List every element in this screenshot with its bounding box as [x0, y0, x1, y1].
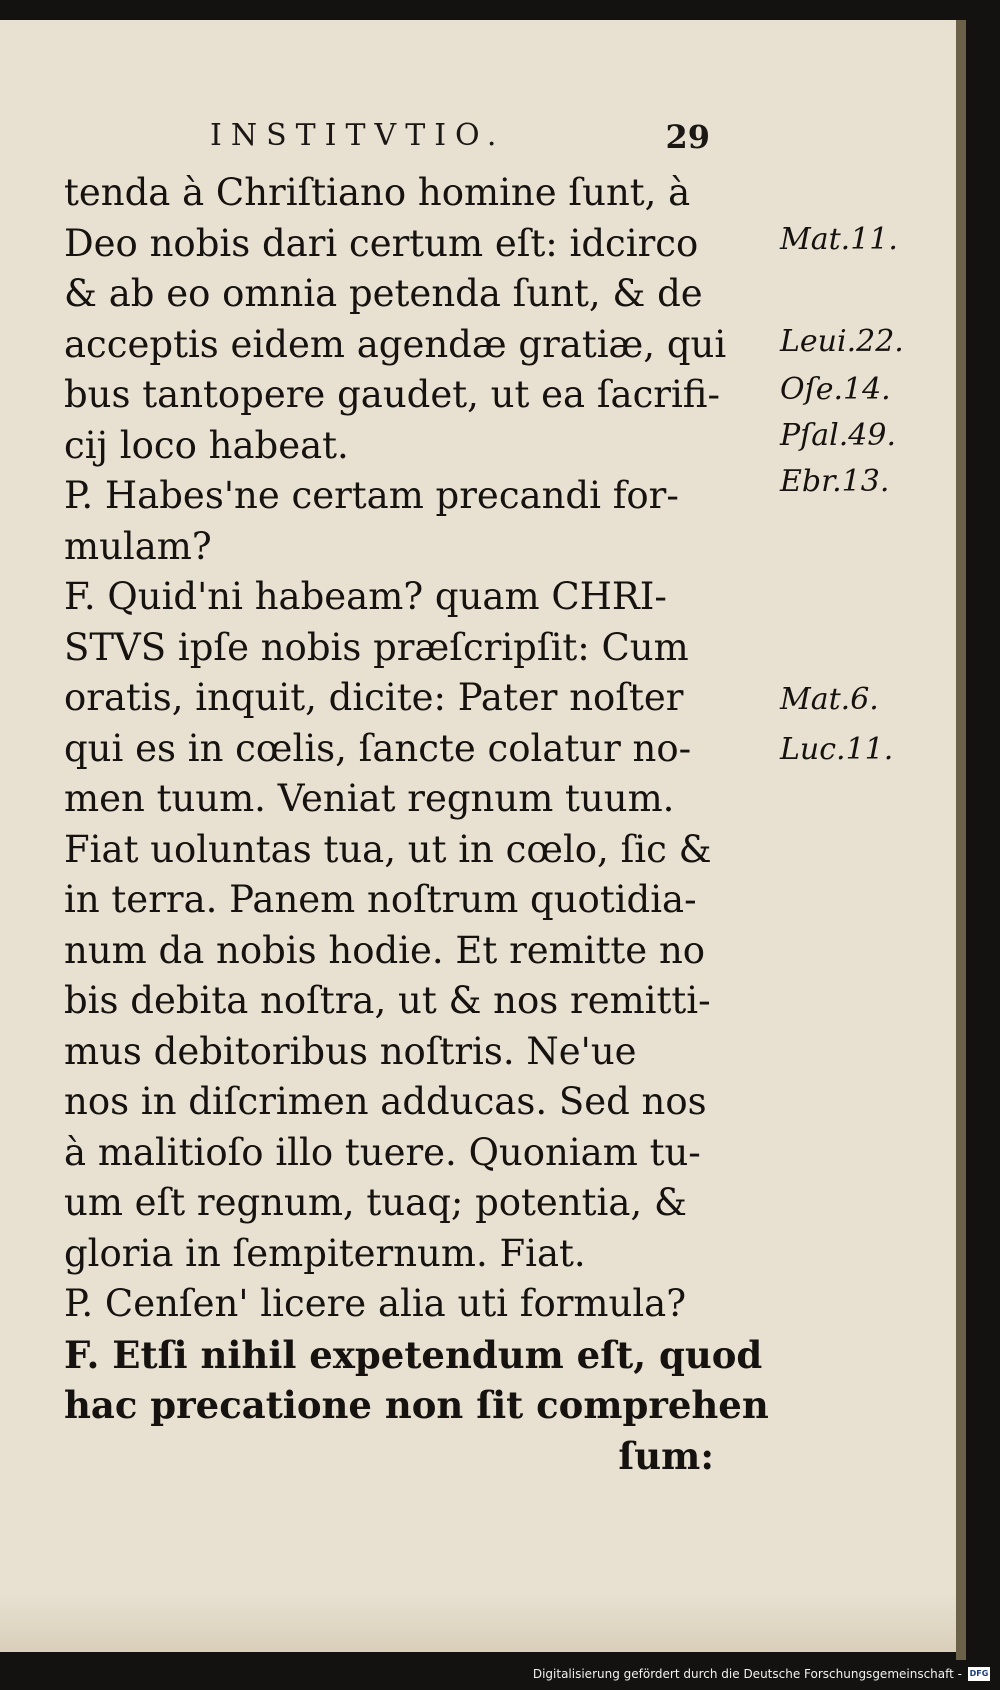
text-line: hac precatione non ſit comprehen [64, 1383, 769, 1427]
margin-note: Pſal.49. [780, 418, 897, 453]
margin-note: Mat.11. [780, 222, 898, 257]
digitization-footer [533, 1664, 990, 1684]
text-line: mus debitoribus noſtris. Ne'ue [64, 1029, 637, 1073]
running-title: INSTITVTIO. [210, 118, 506, 153]
page-number: 29 [665, 118, 710, 156]
text-line: P. Cenſen' licere alia uti formula? [64, 1282, 687, 1325]
margin-note: Oſe.14. [780, 372, 891, 407]
text-line: men tuum. Veniat regnum tuum. [64, 777, 675, 820]
text-line: & ab eo omnia petenda ſunt, & de [64, 272, 703, 315]
text-line: in terra. Panem noſtrum quotidia- [64, 878, 697, 921]
main-text-column [64, 168, 904, 1481]
dfg-logo: DFG [968, 1667, 990, 1681]
footer-credit: Digitalisierung gefördert durch die Deutsche Forschungsgemeinschaft - [532, 1667, 962, 1681]
text-line: F. Etſi nihil expetendum eſt, quod [64, 1332, 763, 1377]
text-line: Deo nobis dari certum eſt: idcirco [64, 221, 699, 265]
text-line: qui es in cœlis, ſancte colatur no- [64, 726, 692, 770]
text-line: STVS ipſe nobis præſcripſit: Cum [64, 625, 689, 669]
page-edge [956, 20, 966, 1660]
text-line: P. Habes'ne certam precandi for- [64, 474, 679, 517]
text-line: oratis, inquit, dicite: Pater noſter [64, 676, 684, 719]
running-header [210, 118, 710, 162]
text-line: gloria in ſempiternum. Fiat. [64, 1231, 586, 1275]
text-line: acceptis eidem agendæ gratiæ, qui [64, 322, 727, 366]
text-line: bis debita noſtra, ut & nos remitti- [64, 979, 711, 1022]
margin-note: Mat.6. [780, 682, 879, 717]
margin-note: Leui.22. [780, 324, 904, 359]
margin-note: Ebr.13. [780, 464, 890, 499]
text-line: um eſt regnum, tuaq; potentia, & [64, 1181, 687, 1224]
text-line: Fiat uoluntas tua, ut in cœlo, ſic & [64, 827, 712, 871]
text-line: cij loco habeat. [64, 423, 349, 467]
text-line: F. Quid'ni habeam? quam CHRI- [64, 575, 667, 618]
text-line: à malitioſo illo tuere. Quoniam tu- [64, 1130, 701, 1174]
catchword: ſum: [618, 1433, 714, 1478]
text-line: num da nobis hodie. Et remitte no [64, 928, 706, 972]
text-line: nos in diſcrimen adducas. Sed nos [64, 1080, 707, 1123]
text-line: bus tantopere gaudet, ut ea ſacrifi- [64, 373, 720, 416]
text-line: mulam? [64, 524, 212, 568]
text-line: tenda à Chriſtiano homine ſunt, à [64, 171, 691, 214]
margin-note: Luc.11. [780, 732, 894, 767]
